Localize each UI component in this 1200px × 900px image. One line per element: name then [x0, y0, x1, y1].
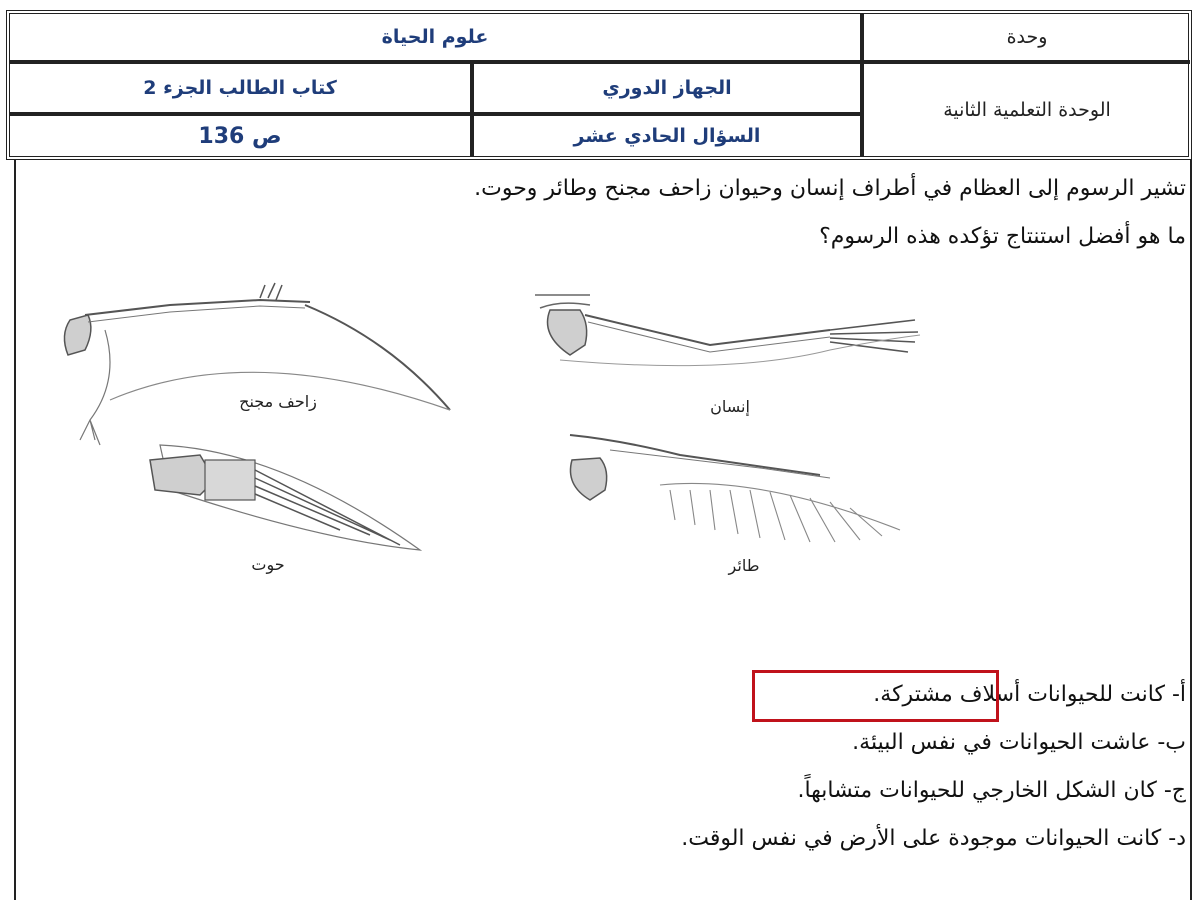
page-number: ص 136	[198, 123, 282, 149]
question-line-2: ما هو أفضل استنتاج تؤكده هذه الرسوم؟	[819, 224, 1186, 249]
answer-d: د- كانت الحيوانات موجودة على الأرض في نفس الوقت.	[681, 826, 1186, 851]
answer-c: ج- كان الشكل الخارجي للحيوانات متشابهاً.	[797, 778, 1186, 803]
subject-title: علوم الحياة	[381, 26, 489, 48]
label-whale: حوت	[251, 555, 285, 574]
book-title: كتاب الطالب الجزء 2	[143, 77, 337, 99]
question-number: السؤال الحادي عشر	[573, 125, 761, 147]
label-reptile: زاحف مجنح	[239, 392, 317, 411]
answer-b: ب- عاشت الحيوانات في نفس البيئة.	[852, 730, 1186, 755]
human-arm-illustration	[530, 290, 930, 370]
whale-flipper-illustration	[140, 440, 440, 560]
bird-wing-illustration	[560, 430, 920, 560]
unit-label: وحدة	[1006, 26, 1048, 48]
label-bird: طائر	[728, 556, 760, 575]
label-human: إنسان	[710, 397, 750, 416]
reptile-wing-illustration	[50, 280, 470, 460]
header-table	[6, 10, 1192, 160]
learning-unit-label: الوحدة التعلمية الثانية	[943, 99, 1111, 121]
topic-title: الجهاز الدوري	[602, 77, 732, 99]
question-line-1: تشير الرسوم إلى العظام في أطراف إنسان وحيوان زاحف مجنح وطائر وحوت.	[474, 176, 1186, 201]
correct-answer-highlight	[752, 670, 999, 722]
answer-a: أ- كانت للحيوانات أسلاف مشتركة.	[873, 682, 1186, 707]
